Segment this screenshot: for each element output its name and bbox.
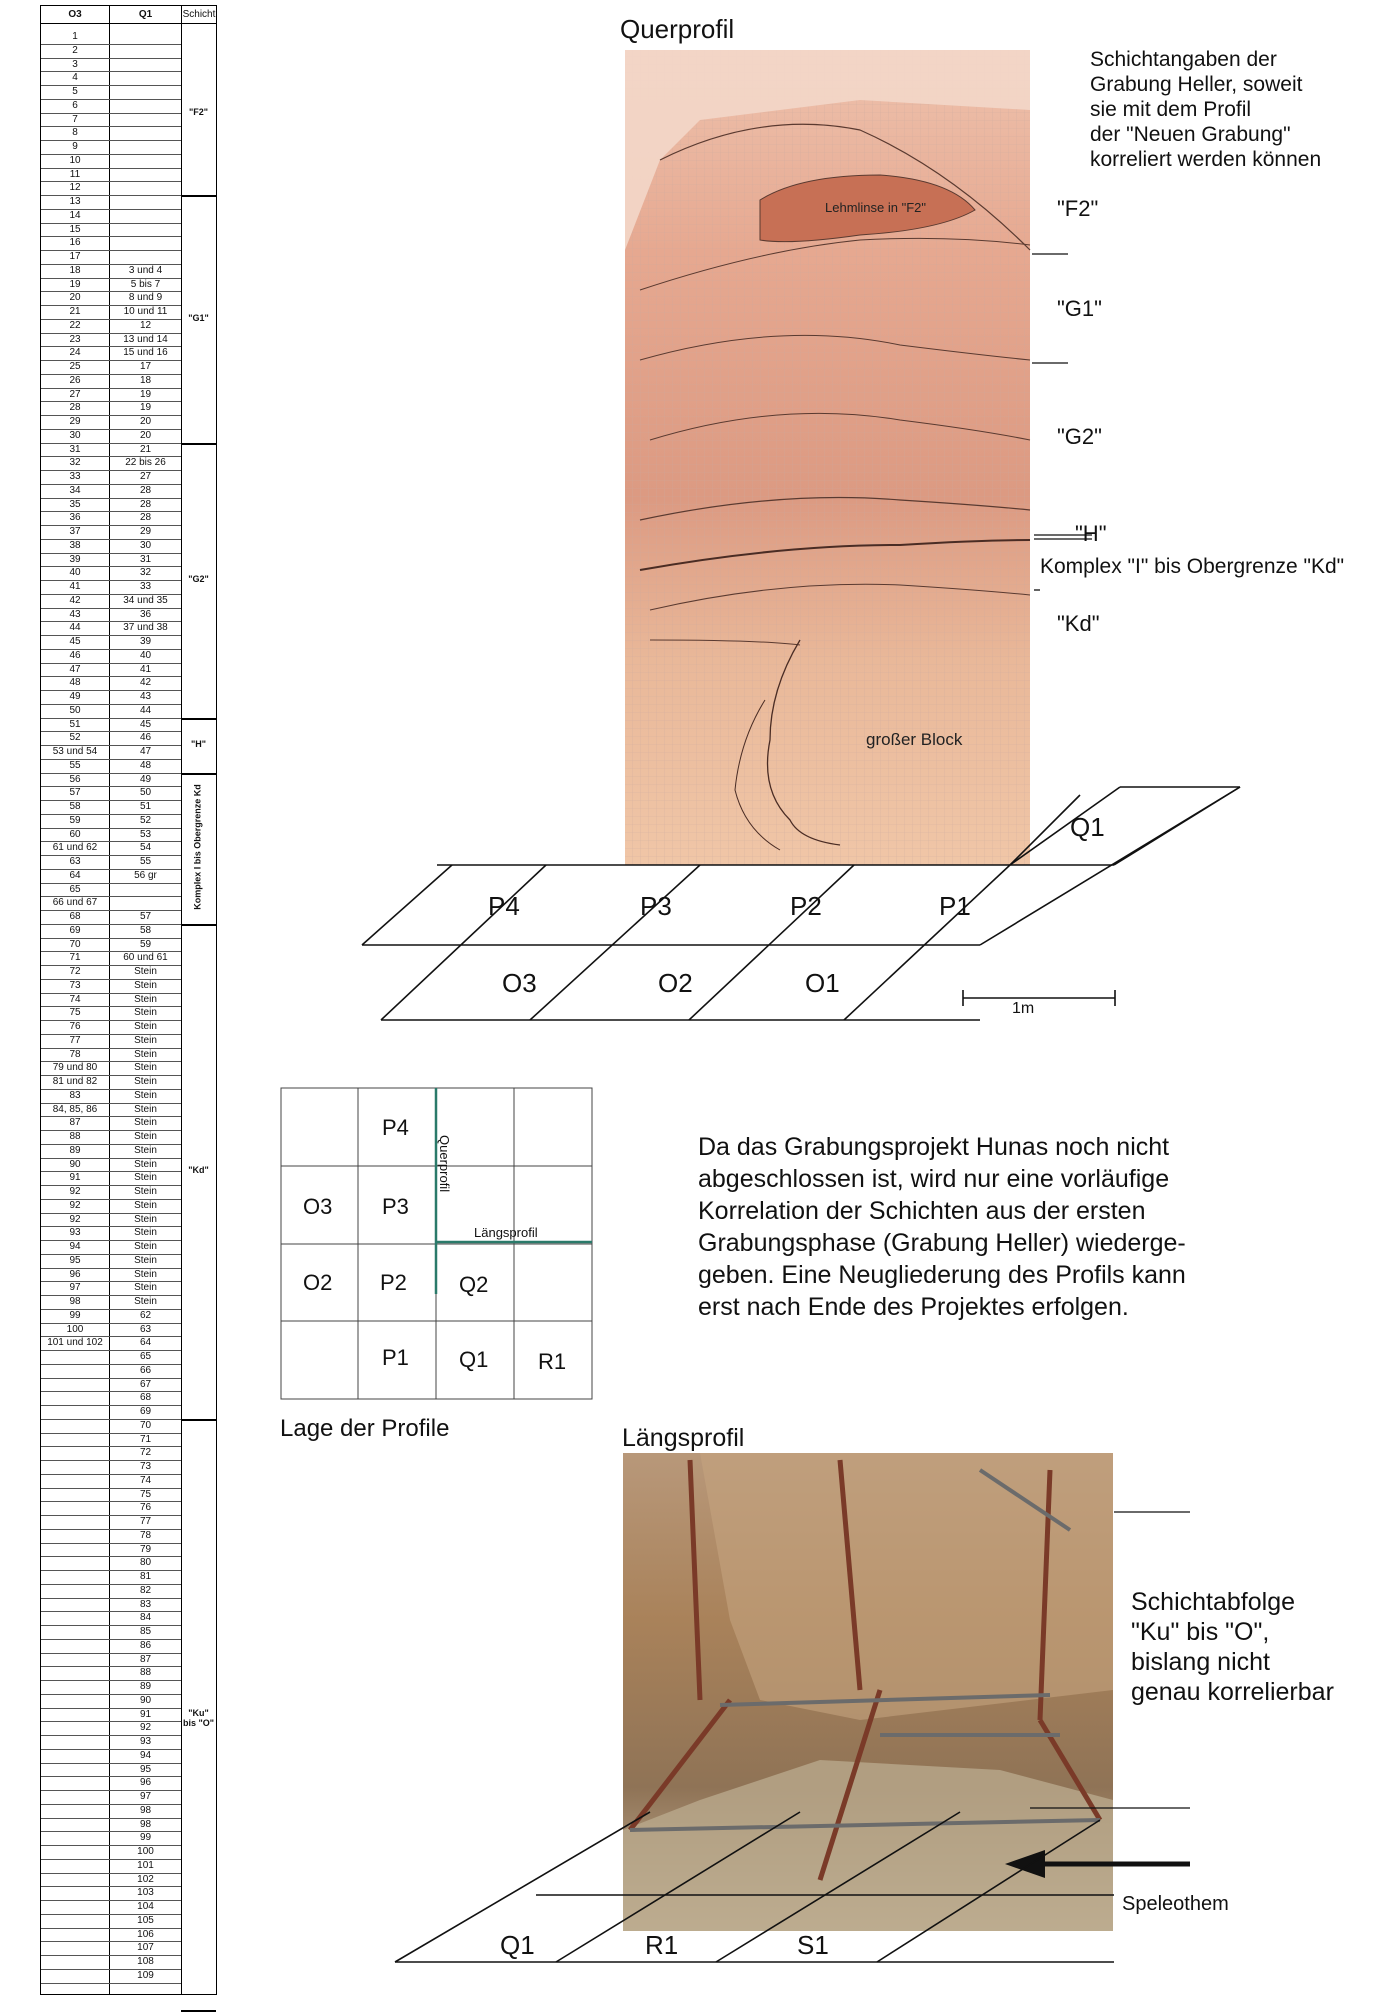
info-paragraph: [698, 1131, 1186, 1323]
cell-q1: 33: [139, 581, 152, 592]
cell-o3: 4: [72, 72, 78, 84]
cell-q1: 69: [139, 1406, 152, 1417]
cell-q1: 64: [139, 1337, 152, 1349]
cell-o3: 99: [69, 1309, 81, 1321]
cell-o3: 55: [69, 759, 81, 771]
cell-q1: Stein: [134, 1103, 157, 1115]
cell-q1: Stein: [134, 993, 157, 1005]
cell-q1: Stein: [134, 1131, 157, 1142]
cell-o3: 78: [69, 1048, 81, 1060]
cell-o3: 36: [69, 512, 81, 524]
layer-group-label: "Ku" bis "O": [182, 1708, 215, 1729]
cell-q1: 3 und 4: [128, 264, 163, 276]
cell-o3: 47: [69, 663, 81, 675]
note-line: Grabung Heller, soweit: [1090, 73, 1303, 96]
cell-q1: 63: [139, 1323, 152, 1335]
cell-q1: Stein: [134, 1296, 157, 1307]
cell-q1: 72: [139, 1447, 152, 1459]
cell-o3: 61 und 62: [52, 842, 98, 854]
cell-o3: 37: [69, 526, 81, 537]
cell-q1: 82: [139, 1584, 152, 1596]
cell-q1: 74: [139, 1474, 152, 1486]
cell-q1: 73: [139, 1461, 152, 1472]
cell-q1: 77: [139, 1516, 152, 1527]
cell-q1: 28: [139, 512, 152, 524]
cell-o3: 88: [69, 1131, 81, 1142]
cell-q1: 45: [139, 718, 152, 730]
cell-q1: 13 und 14: [123, 333, 168, 345]
cell-o3: 32: [69, 457, 81, 469]
cell-q1: 89: [139, 1681, 152, 1692]
layer-g2: "G2": [1057, 424, 1102, 449]
cell-q1: 87: [139, 1653, 152, 1665]
cell-q1: 20: [139, 429, 152, 441]
cell-q1: 85: [139, 1626, 152, 1637]
cell-q1: 84: [139, 1612, 152, 1624]
cell-o3: 40: [69, 567, 81, 579]
cell-q1: 91: [139, 1708, 152, 1720]
cell-q1: Stein: [134, 1089, 157, 1101]
cell-o3: 68: [69, 911, 81, 922]
cell-q1: Stein: [134, 1268, 157, 1280]
cell-q1: 98: [139, 1818, 152, 1830]
cell-q1: 105: [137, 1914, 154, 1926]
cell-o3: 51: [69, 718, 81, 730]
cell-o3: 58: [69, 801, 81, 812]
layer-group-label: "G1": [188, 312, 209, 323]
cell-q1: 48: [139, 759, 152, 771]
laengsprofil-note: [1131, 1587, 1334, 1707]
cell-o3: 41: [69, 581, 81, 592]
cell-o3: 14: [69, 209, 81, 221]
cell-o3: 15: [69, 223, 81, 235]
lage-cell-o3: O3: [303, 1194, 333, 1219]
cell-q1: 30: [139, 539, 152, 551]
note-line: korreliert werden können: [1090, 148, 1322, 171]
paragraph-line: Grabungsphase (Grabung Heller) wiederge-: [698, 1229, 1186, 1257]
cell-q1: 19: [139, 388, 152, 400]
cell-q1: 54: [139, 842, 152, 854]
grid-label-q1: Q1: [1070, 812, 1105, 842]
cell-o3: 71: [69, 952, 81, 964]
cell-o3: 13: [69, 196, 81, 207]
cell-q1: 70: [139, 1419, 152, 1431]
cell-o3: 89: [69, 1144, 81, 1156]
speleothem-label: Speleothem: [1122, 1893, 1229, 1915]
cell-o3: 76: [69, 1021, 81, 1032]
scale-label: 1m: [1012, 1000, 1035, 1017]
cell-o3: 69: [69, 924, 81, 936]
cell-q1: 42: [139, 677, 152, 689]
cell-q1: 28: [139, 484, 152, 496]
grid-label-p2: P2: [790, 891, 822, 921]
cell-o3: 64: [69, 869, 81, 881]
cell-q1: Stein: [134, 1034, 157, 1046]
cell-o3: 65: [69, 883, 81, 895]
cell-o3: 94: [69, 1241, 81, 1252]
cell-o3: 100: [66, 1323, 84, 1335]
cell-o3: 7: [72, 113, 78, 125]
cell-o3: 93: [69, 1227, 81, 1239]
cell-q1: 100: [137, 1846, 154, 1857]
cell-o3: 84, 85, 86: [52, 1103, 98, 1115]
cell-q1: 32: [139, 567, 152, 579]
cell-o3: 92: [69, 1213, 81, 1225]
grid-label-o2: O2: [658, 968, 693, 998]
header-schicht: Schicht: [182, 6, 216, 24]
cell-o3: 8: [72, 127, 78, 139]
cell-o3: 73: [69, 979, 81, 991]
cell-o3: 22: [69, 319, 81, 331]
cell-q1: 10 und 11: [123, 306, 168, 317]
paragraph-line: Korrelation der Schichten aus der ersten: [698, 1197, 1146, 1225]
cell-o3: 12: [69, 182, 81, 194]
cell-q1: 40: [139, 649, 152, 661]
lehmlinse-label: Lehmlinse in "F2": [825, 200, 926, 215]
cell-q1: 39: [139, 636, 152, 647]
cell-q1: 90: [139, 1694, 152, 1706]
cell-o3: 90: [69, 1158, 81, 1170]
cell-o3: 1: [72, 31, 78, 42]
note-line: genau korrelierbar: [1131, 1678, 1334, 1706]
cell-q1: Stein: [134, 1254, 157, 1266]
cell-q1: 37 und 38: [123, 622, 168, 634]
grid-label-p3: P3: [640, 891, 672, 921]
cell-o3: 44: [69, 622, 81, 634]
cell-q1: 17: [139, 361, 152, 372]
cell-q1: 41: [139, 663, 152, 675]
cell-q1: 12: [139, 319, 152, 331]
cell-q1: 8 und 9: [128, 292, 163, 304]
cell-q1: 34 und 35: [123, 594, 168, 606]
lage-cell-p3: P3: [382, 1194, 409, 1219]
cell-q1: 83: [139, 1598, 152, 1610]
cell-o3: 5: [72, 86, 78, 97]
cell-q1: Stein: [134, 1186, 157, 1197]
cell-q1: 99: [139, 1832, 152, 1844]
cell-q1: 104: [137, 1901, 154, 1912]
cell-q1: Stein: [134, 966, 157, 977]
cell-q1: 28: [139, 498, 152, 510]
lage-cell-o2: O2: [303, 1270, 333, 1295]
cell-q1: Stein: [134, 1172, 157, 1184]
lage-cell-q2: Q2: [459, 1272, 489, 1297]
querprofil-title: Querprofil: [620, 14, 735, 44]
cell-q1: 98: [139, 1804, 152, 1816]
cell-q1: 103: [137, 1887, 154, 1899]
cell-o3: 24: [69, 347, 81, 359]
querprofil-drawing: [625, 50, 1030, 865]
cell-o3: 98: [69, 1296, 81, 1307]
cell-o3: 70: [69, 938, 81, 950]
cell-q1: Stein: [134, 1199, 157, 1211]
cell-o3: 63: [69, 856, 81, 867]
cell-q1: 67: [139, 1378, 152, 1390]
cell-q1: 71: [139, 1433, 152, 1445]
cell-q1: Stein: [134, 1007, 157, 1019]
layer-f2: "F2": [1057, 196, 1099, 221]
layer-komplex: Komplex "I" bis Obergrenze "Kd": [1040, 555, 1345, 578]
cell-o3: 23: [69, 333, 81, 345]
cell-o3: 16: [69, 237, 81, 249]
cell-q1: 56 gr: [134, 869, 157, 881]
laengs-grid-label-s1: S1: [797, 1930, 829, 1960]
cell-q1: 22 bis 26: [125, 457, 166, 469]
cell-o3: 92: [69, 1186, 81, 1197]
cell-q1: 5 bis 7: [130, 278, 161, 290]
cell-o3: 3: [72, 58, 78, 70]
layer-group-label: Komplex I bis Obergrenze Kd: [193, 784, 203, 910]
cell-q1: 59: [139, 938, 152, 950]
cell-q1: 75: [139, 1488, 152, 1500]
cell-q1: 78: [139, 1529, 152, 1541]
cell-q1: Stein: [134, 1158, 157, 1170]
cell-q1: 92: [139, 1722, 152, 1734]
cell-q1: Stein: [134, 1048, 157, 1060]
cell-o3: 19: [69, 278, 81, 290]
cell-q1: 46: [139, 732, 152, 744]
layer-g1: "G1": [1057, 296, 1102, 321]
cell-o3: 95: [69, 1254, 81, 1266]
cell-o3: 97: [69, 1282, 81, 1294]
cell-o3: 57: [69, 787, 81, 799]
lage-cell-p2: P2: [380, 1270, 407, 1295]
cell-q1: 88: [139, 1667, 152, 1679]
cell-o3: 101 und 102: [47, 1337, 103, 1349]
cell-o3: 9: [72, 141, 78, 152]
cell-q1: 18: [139, 374, 152, 386]
layer-group-label: "H": [190, 739, 207, 749]
cell-o3: 49: [69, 691, 81, 702]
cell-o3: 6: [72, 99, 78, 111]
header-q1: Q1: [110, 6, 181, 24]
cell-o3: 48: [69, 677, 81, 689]
cell-q1: Stein: [134, 1076, 157, 1087]
cell-o3: 53 und 54: [52, 746, 98, 757]
layer-kd: "Kd": [1057, 611, 1100, 636]
cell-q1: 27: [139, 471, 152, 482]
paragraph-line: erst nach Ende des Projektes erfolgen.: [698, 1293, 1129, 1321]
cell-q1: Stein: [134, 1117, 157, 1129]
cell-o3: 20: [69, 292, 81, 304]
laengsprofil-small-label: Längsprofil: [474, 1225, 538, 1240]
note-line: Schichtangaben der: [1090, 48, 1277, 71]
cell-q1: 76: [139, 1502, 152, 1514]
cell-o3: 46: [69, 649, 81, 661]
querprofil-note: [1090, 47, 1321, 172]
cell-q1: 43: [139, 691, 152, 702]
laengs-grid-label-q1: Q1: [500, 1930, 535, 1960]
note-line: der "Neuen Grabung": [1090, 123, 1291, 146]
cell-q1: 52: [139, 814, 152, 826]
cell-q1: 106: [137, 1928, 154, 1940]
cell-o3: 91: [69, 1172, 81, 1184]
cell-q1: 44: [139, 704, 152, 716]
cell-o3: 28: [69, 402, 81, 414]
cell-q1: 57: [139, 911, 152, 922]
cell-q1: 93: [139, 1736, 152, 1747]
cell-q1: 109: [137, 1969, 154, 1981]
cell-q1: 21: [139, 443, 152, 455]
lage-cell-p1: P1: [382, 1345, 409, 1370]
cell-q1: 15 und 16: [123, 347, 168, 359]
cell-o3: 50: [69, 704, 81, 716]
cell-o3: 11: [69, 168, 81, 180]
cell-o3: 26: [69, 374, 81, 386]
cell-o3: 34: [69, 484, 81, 496]
cell-o3: 52: [69, 732, 81, 744]
cell-q1: 94: [139, 1749, 152, 1761]
cell-o3: 27: [69, 388, 81, 400]
cell-q1: 68: [139, 1392, 152, 1404]
header-o3: O3: [41, 6, 109, 24]
cell-o3: 79 und 80: [52, 1062, 98, 1074]
grid-label-o3: O3: [502, 968, 537, 998]
cell-q1: 102: [137, 1873, 154, 1885]
laengs-grid-label-r1: R1: [645, 1930, 679, 1960]
paragraph-line: geben. Eine Neugliederung des Profils kann: [698, 1261, 1186, 1289]
cell-q1: Stein: [134, 1144, 157, 1156]
layer-group-label: "Kd": [188, 1165, 209, 1176]
cell-q1: 58: [139, 924, 152, 936]
cell-q1: Stein: [134, 1062, 157, 1074]
cell-q1: Stein: [134, 1021, 157, 1032]
cell-o3: 43: [69, 608, 81, 620]
cell-q1: 20: [139, 416, 152, 427]
grid-label-o1: O1: [805, 968, 840, 998]
cell-q1: 60 und 61: [123, 952, 168, 964]
grid-label-p4: P4: [488, 891, 520, 921]
cell-o3: 18: [69, 264, 81, 276]
cell-q1: 50: [139, 787, 152, 799]
cell-o3: 39: [69, 553, 81, 565]
cell-q1: 65: [139, 1351, 152, 1362]
cell-q1: Stein: [134, 1282, 157, 1294]
cell-o3: 75: [69, 1007, 81, 1019]
note-line: "Ku" bis "O",: [1131, 1618, 1270, 1646]
cell-o3: 42: [69, 594, 81, 606]
cell-q1: 53: [139, 828, 152, 840]
cell-o3: 30: [69, 429, 81, 441]
cell-q1: 29: [139, 526, 152, 537]
cell-q1: 19: [139, 402, 152, 414]
cell-o3: 35: [69, 498, 81, 510]
cell-o3: 21: [69, 306, 81, 317]
lage-cell-p4: P4: [382, 1115, 409, 1140]
cell-o3: 74: [69, 993, 81, 1005]
note-line: bislang nicht: [1131, 1648, 1270, 1676]
cell-o3: 25: [69, 361, 81, 372]
lage-cell-r1: R1: [538, 1349, 567, 1374]
cell-q1: 79: [139, 1543, 152, 1555]
querprofil-small-label: Querprofil: [437, 1135, 452, 1193]
grid-label-p1: P1: [939, 891, 971, 921]
cell-o3: 81 und 82: [52, 1076, 98, 1087]
paragraph-line: abgeschlossen ist, wird nur eine vorläufige: [698, 1165, 1170, 1193]
cell-o3: 17: [69, 251, 81, 262]
cell-o3: 10: [69, 154, 81, 166]
cell-o3: 72: [69, 966, 81, 977]
cell-o3: 77: [69, 1034, 81, 1046]
cell-o3: 29: [69, 416, 81, 427]
cell-q1: 108: [137, 1956, 154, 1967]
cell-o3: 33: [69, 471, 81, 482]
cell-q1: 49: [139, 773, 152, 785]
cell-o3: 92: [69, 1199, 81, 1211]
cell-o3: 83: [69, 1089, 81, 1101]
cell-o3: 2: [72, 44, 78, 56]
layer-group-label: "F2": [188, 106, 209, 117]
cell-q1: 101: [137, 1859, 154, 1871]
cell-o3: 31: [69, 443, 81, 455]
cell-q1: Stein: [134, 979, 157, 991]
cell-o3: 60: [69, 828, 81, 840]
cell-q1: Stein: [134, 1227, 157, 1239]
cell-q1: 80: [139, 1557, 152, 1569]
laengsprofil-title: Längsprofil: [622, 1424, 745, 1452]
lage-title: Lage der Profile: [280, 1415, 450, 1442]
cell-q1: 31: [139, 553, 152, 565]
note-line: Schichtabfolge: [1131, 1588, 1296, 1616]
layer-h: "H": [1075, 521, 1107, 546]
grosser-block-label: großer Block: [866, 730, 963, 749]
cell-q1: 66: [139, 1364, 152, 1376]
cell-q1: 97: [139, 1791, 152, 1802]
note-line: sie mit dem Profil: [1090, 98, 1252, 121]
cell-q1: 107: [137, 1942, 154, 1954]
cell-o3: 96: [69, 1268, 81, 1280]
cell-q1: 95: [139, 1763, 152, 1775]
cell-q1: 51: [139, 801, 152, 812]
cell-o3: 59: [69, 814, 81, 826]
cell-q1: 86: [139, 1639, 152, 1651]
cell-q1: 55: [139, 856, 152, 867]
cell-o3: 45: [69, 636, 81, 647]
cell-o3: 56: [69, 773, 81, 785]
cell-q1: 62: [139, 1309, 152, 1321]
layer-group-label: "G2": [188, 574, 209, 584]
cell-q1: Stein: [134, 1241, 157, 1252]
cell-q1: Stein: [134, 1213, 157, 1225]
cell-o3: 38: [69, 539, 81, 551]
paragraph-line: Da das Grabungsprojekt Hunas noch nicht: [698, 1133, 1170, 1161]
lage-cell-q1: Q1: [459, 1347, 489, 1372]
cell-q1: 36: [139, 608, 152, 620]
cell-q1: 96: [139, 1777, 152, 1789]
cell-o3: 87: [69, 1117, 81, 1129]
cell-q1: 47: [139, 746, 152, 757]
cell-q1: 81: [139, 1571, 152, 1582]
cell-o3: 66 und 67: [52, 897, 98, 909]
